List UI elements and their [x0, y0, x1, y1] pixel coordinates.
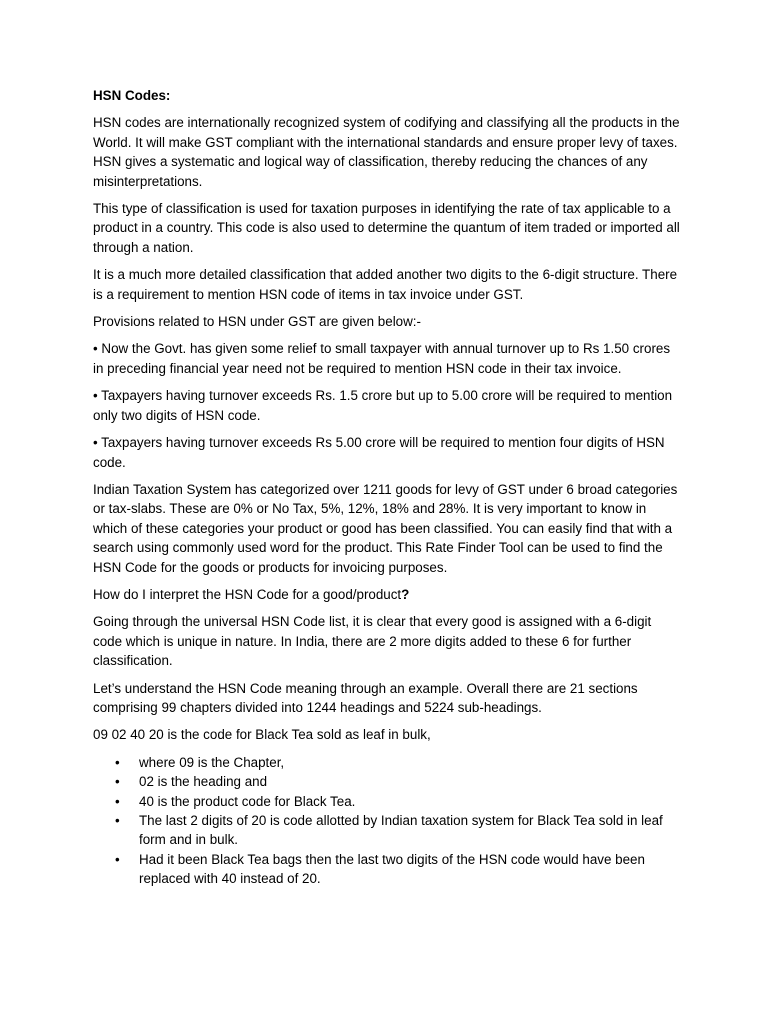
list-item: [93, 772, 683, 791]
question-mark: ?: [401, 586, 410, 602]
list-item: [93, 850, 683, 889]
paragraph-question: [93, 585, 683, 604]
paragraph-black-tea-code: 09 02 40 20 is the code for Black Tea sold as leaf in bulk,: [93, 727, 431, 743]
bullet-marker: •: [115, 754, 120, 770]
paragraph-example-intro: Let’s understand the HSN Code meaning through an example. Overall there are 21 sections comprising 99 chapters divided into 1244 headings and 5224 sub-headings.: [93, 680, 638, 715]
list-item-text: where 09 is the Chapter,: [139, 754, 285, 770]
paragraph-hsn-intro: HSN codes are internationally recognized system of codifying and classifying all the products in the World. It will make GST compliant with the international standards and ensure proper levy of taxes. HSN gives a systematic and logical way of classification, thereby reducing the chances of any misinterpretations.: [93, 115, 680, 189]
list-item: [93, 753, 683, 772]
document-page: [93, 86, 683, 889]
bullet-marker: •: [115, 813, 120, 828]
bullet-marker: •: [115, 793, 120, 809]
bullet-marker: •: [115, 851, 120, 867]
paragraph-provision-small-taxpayer: • Now the Govt. has given some relief to small taxpayer with annual turnover up to Rs 1.50 crores in preceding financial year need not be required to mention HSN code in their tax invoice.: [93, 341, 671, 376]
paragraph-classification-purpose: This type of classification is used for taxation purposes in identifying the rate of tax applicable to a product in a country. This code is also used to determine the quantum of item traded or imported all through a nation.: [93, 201, 680, 255]
list-item-text: 40 is the product code for Black Tea.: [139, 793, 356, 809]
list-item-text: The last 2 digits of 20 is code allotted by Indian taxation system for Black Tea sold in leaf form and in bulk.: [139, 813, 663, 848]
list-item: [93, 811, 683, 850]
paragraph-provisions-intro: Provisions related to HSN under GST are given below:-: [93, 314, 421, 330]
paragraph-provision-four-digits: • Taxpayers having turnover exceeds Rs 5.00 crore will be required to mention four digits of HSN code.: [93, 435, 665, 470]
bullet-marker: •: [115, 774, 120, 790]
paragraph-tax-slabs: Indian Taxation System has categorized over 1211 goods for levy of GST under 6 broad categories or tax-slabs. These are 0% or No Tax, 5%, 12%, 18% and 28%. It is very important to know in which of these categories your product or good has been classified. You can easily find that with a search using commonly used word for the product. This Rate Finder Tool can be used to find the HSN Code for the goods or products for invoicing purposes.: [93, 481, 678, 575]
bullet-list: [93, 753, 683, 889]
paragraph-detailed-classification: It is a much more detailed classification that added another two digits to the 6-digit structure. There is a requirement to mention HSN code of items in tax invoice under GST.: [93, 267, 678, 302]
list-item: [93, 792, 683, 811]
list-item-text: 02 is the heading and: [139, 774, 268, 790]
paragraph-provision-two-digits: • Taxpayers having turnover exceeds Rs. 1.5 crore but up to 5.00 crore will be required to mention only two digits of HSN code.: [93, 388, 673, 423]
list-item-text: Had it been Black Tea bags then the last two digits of the HSN code would have been replaced with 40 instead of 20.: [139, 851, 645, 887]
document-heading: HSN Codes:: [93, 88, 171, 103]
question-text: How do I interpret the HSN Code for a good/product: [93, 586, 402, 602]
paragraph-universal-list: Going through the universal HSN Code list, it is clear that every good is assigned with a 6-digit code which is unique in nature. In India, there are 2 more digits added to these 6 for further classification.: [93, 614, 652, 669]
